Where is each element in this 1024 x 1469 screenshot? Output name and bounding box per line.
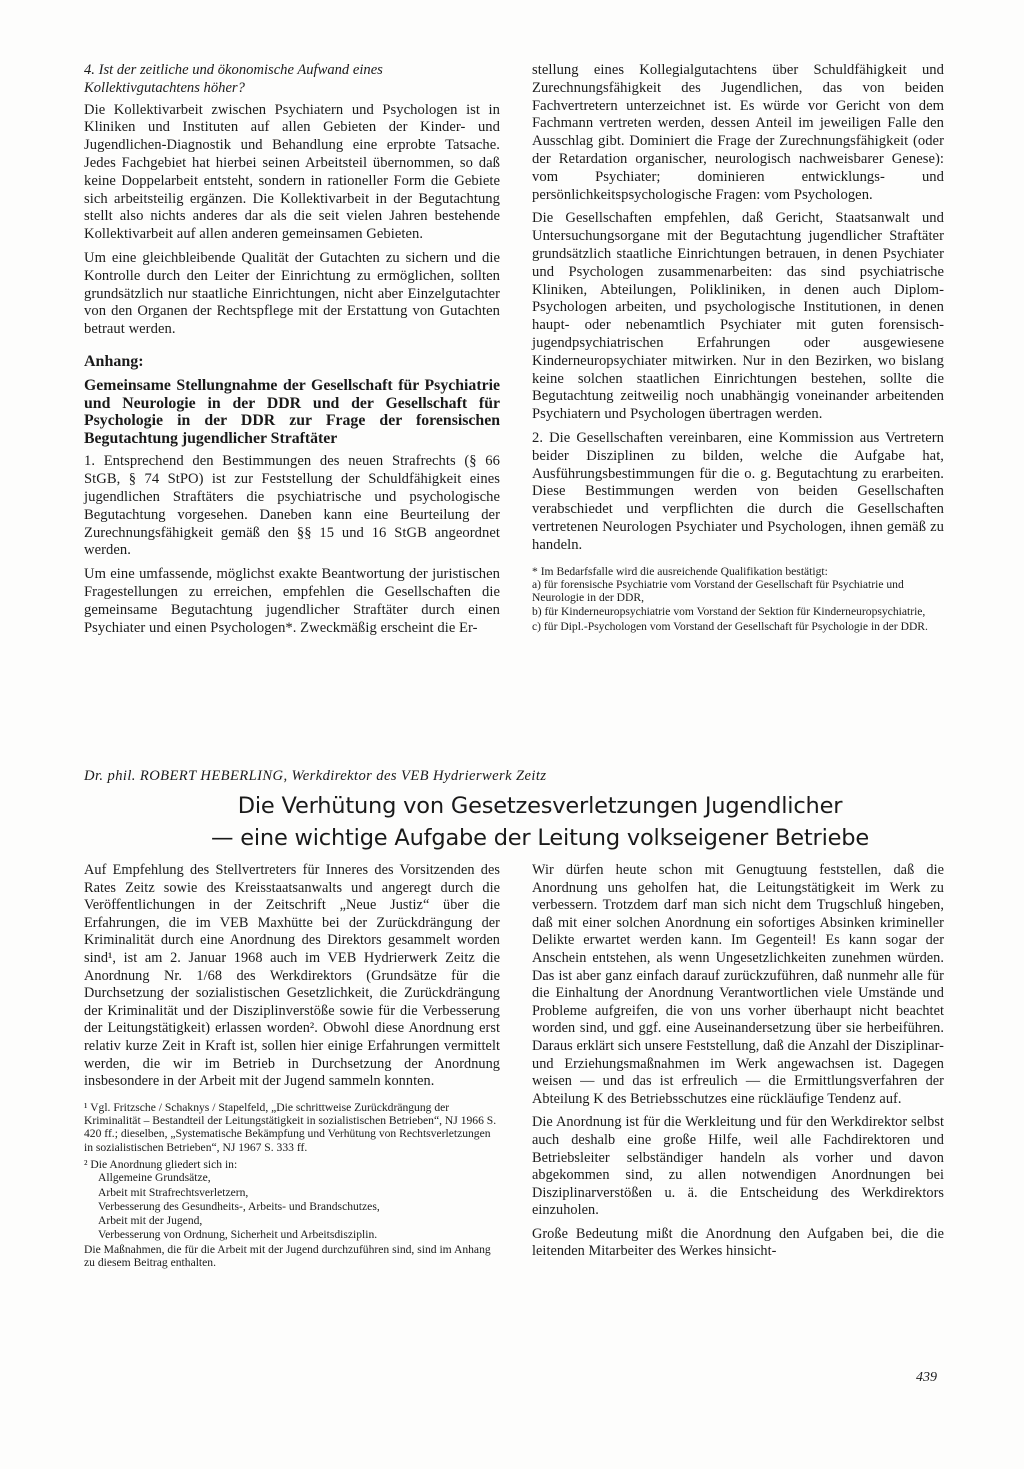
article-title	[140, 790, 940, 854]
article-title-line: — eine wichtige Aufgabe der Leitung volkseigener Betriebe	[210, 825, 870, 851]
section-question: 4. Ist der zeitliche und ökonomische Aufwand eines Kollektivgutachtens höher?	[84, 62, 383, 96]
paragraph: Große Bedeutung mißt die Anordnung den Aufgaben bei, die die leitenden Mitarbeiter des Werkes hinsicht-	[532, 1225, 944, 1260]
footnote-item: Verbesserung des Gesundheits-, Arbeits- und Brandschutzes,	[98, 1199, 380, 1213]
paragraph: Die Kollektivarbeit zwischen Psychiatern und Psychologen ist in Kliniken und Instituten auf allen Gebieten der Kinder- und Jugendlichen-Diagnostik und Behandlung eine erprobte Tatsache. Jedes Fachgebiet hat hierbei seinen Arbeitsteil übernommen, so daß keine Doppelarbeit entsteht, sondern in rationeller Form die Gebiete sich arbeitsteilig ergänzen. Die Kollektivarbeit in der Begutachtung stellt also nichts anderes dar als die seit vielen Jahren bestehende Kollektivarbeit auf allen anderen gemeinsamen Gebieten.	[84, 101, 500, 243]
footnote-item: Allgemeine Grundsätze,	[98, 1171, 211, 1185]
paragraph: stellung eines Kollegialgutachtens über Schuldfähigkeit und Zurechnungsfähigkeit des Jugendlichen, das von beiden Fachvertretern unterzeichnet ist. Es würde vor Gericht von dem Fachmann vertreten werden, dessen Anteil im jeweiligen Falle den Ausschlag gibt. Dominiert die Frage der Zurechnungsfähigkeit (oder der Retardation organischer, neurologisch nachweisbarer Genese): vom Psychiater; dominieren entwicklungs- und persönlichkeitspsychologische Fragen: vom Psychologen.	[532, 62, 944, 203]
top-left-column	[84, 62, 500, 643]
appendix-title: Gemeinsame Stellungnahme der Gesellschaft für Psychiatrie und Neurologie in der DDR und der Gesellschaft für Psychologie in der DDR zur Frage der forensischen Begutachtung jugendlicher Straftäter	[84, 376, 500, 447]
article-left-column	[84, 862, 500, 1269]
footnote-block	[84, 1101, 500, 1270]
article-right-column	[532, 862, 944, 1267]
paragraph: Die Gesellschaften empfehlen, daß Gericht, Staatsanwalt und Untersuchungsorgane mit der Begutachtung jugendlicher Straftäter grundsätzlich staatliche Einrichtungen betrauen, in denen Psychiater und Psychologen zusammenarbeiten: das sind psychiatrische Kliniken, Abteilungen, Polikliniken, in denen auch Diplom-Psychologen arbeiten, und psychologische Institutionen, in denen haupt- oder nebenamtlich Psychiater mit guten forensisch-jugendpsychiatrischen Erfahrungen oder ausgewiesene Kinderneuropsychiater mitwirken. Nur in den Bezirken, wo bislang keine solchen staatlichen Einrichtungen bestehen, sollte die Begutachtung zeitweilig noch unabhängig voneinander arbeitenden Psychiatern und Psychologen übertragen werden.	[532, 210, 944, 423]
footnote-1: ¹ Vgl. Fritzsche / Schaknys / Stapelfeld, „Die schrittweise Zurückdrängung der Kriminalität – Bestandteil der Leitungstätigkeit in sozialistischen Betrieben“, NJ 1966 S. 420 ff.; dieselben, „Systematische Bekämpfung und Verhütung von Rechtsverletzungen in sozialistischen Betrieben“, NJ 1967 S. 333 ff.	[84, 1100, 497, 1154]
top-right-column	[532, 62, 944, 634]
footnote-item: Verbesserung von Ordnung, Sicherheit und Arbeitsdisziplin.	[98, 1228, 378, 1242]
footnote-item: Arbeit mit der Jugend,	[98, 1214, 203, 1228]
paragraph: 2. Die Gesellschaften vereinbaren, eine Kommission aus Vertretern beider Disziplinen zu bilden, welche die Aufgabe hat, Ausführungsbestimmungen für die o. g. Begutachtung zu erarbeiten. Diese Bestimmungen werden von beiden Gesellschaften verabschiedet und verpflichten die durch die Gesellschaften vertretenen Neurologen Psychiater und Psychologen, ihnen gemäß zu handeln.	[532, 429, 944, 553]
paragraph: Wir dürfen heute schon mit Genugtuung feststellen, daß die Anordnung uns geholfen hat, die Leitungstätigkeit im Werk zu verbessern. Trotzdem darf man sich nicht dem Trugschluß hingeben, daß mit einer solchen Anordnung ein sofortiges Absinken krimineller Delikte erwartet werden kann. Im Gegenteil! Es kann sogar der Anschein entstehen, als wenn Ungesetzlichkeiten zunehmen würden. Das ist aber ganz einfach darauf zurückzuführen, daß nunmehr alle für die Einhaltung der Anordnung Verantwortlichen viele Umstände und Probleme aufgreifen, die von uns vorher überhaupt nicht beachtet worden sind, und ggf. eine Auseinandersetzung über sie herbeiführen. Daraus erklärt sich unsere Feststellung, daß die Anzahl der Disziplinar- und Erziehungsmaßnahmen im Werk angewachsen ist. Dagegen weisen — und das ist erfreulich — die Ermittlungsverfahren der Abteilung K des Betriebsschutzes eine rückläufige Tendenz auf.	[532, 862, 944, 1107]
article-byline: Dr. phil. ROBERT HEBERLING, Werkdirektor des VEB Hydrierwerk Zeitz	[84, 768, 547, 784]
footnote-2-list	[84, 1171, 500, 1241]
footnote-item: a) für forensische Psychiatrie vom Vorstand der Gesellschaft für Psychiatrie und Neurologie in der DDR,	[532, 577, 904, 605]
footnote-2-outro: Die Maßnahmen, die für die Arbeit mit der Jugend durchzuführen sind, sind im Anhang zu diesem Beitrag enthalten.	[84, 1242, 491, 1269]
paragraph: 1. Entsprechend den Bestimmungen des neuen Strafrechts (§ 66 StGB, § 74 StPO) ist zur Feststellung der Schuldfähigkeit eines jugendlichen Straftäters die psychiatrische und psychologische Begutachtung vorgesehen. Daneben kann eine Beurteilung der Zurechnungsfähigkeit gemäß den §§ 15 und 16 StGB angeordnet werden.	[84, 453, 500, 559]
footnote-intro: * Im Bedarfsfalle wird die ausreichende Qualifikation bestätigt:	[532, 564, 828, 578]
footnote-2-intro: ² Die Anordnung gliedert sich in:	[84, 1157, 238, 1171]
article-title-line: Die Verhütung von Gesetzesverletzungen Jugendlicher	[237, 793, 843, 819]
footnote-item: c) für Dipl.-Psychologen vom Vorstand der Gesellschaft für Psychologie in der DDR.	[532, 619, 928, 633]
footnote-item: b) für Kinderneuropsychiatrie vom Vorstand der Sektion für Kinderneuropsychiatrie,	[532, 605, 926, 619]
footnote-block	[532, 565, 944, 633]
page-number: 439	[916, 1370, 937, 1385]
paragraph: Um eine gleichbleibende Qualität der Gutachten zu sichern und die Kontrolle durch den Leiter der Einrichtung zu ermöglichen, sollten grundsätzlich nur staatliche Einrichtungen, nicht aber Einzelgutachter von den Organen der Rechtspflege mit der Erstattung von Gutachten betraut werden.	[84, 249, 500, 338]
paragraph: Um eine umfassende, möglichst exakte Beantwortung der juristischen Fragestellungen zu erreichen, empfehlen die Gesellschaften die gemeinsame Begutachtung jugendlicher Straftäter durch einen Psychiater und einen Psychologen*. Zweckmäßig erscheint die Er-	[84, 566, 500, 636]
paragraph: Die Anordnung ist für die Werkleitung und für den Werkdirektor selbst auch deshalb eine große Hilfe, weil alle Fachdirektoren und Betriebsleiter selbständiger handeln als vorher und davon abgekommen sind, zu allen notwendigen Anordnungen bei Disziplinarverstößen u. ä. die Entscheidung des Werkdirektors einzuholen.	[532, 1114, 944, 1219]
paragraph: Auf Empfehlung des Stellvertreters für Inneres des Vorsitzenden des Rates Zeitz sowie des Kreisstaatsanwalts und angeregt durch die Veröffentlichungen in der Zeitschrift „Neue Justiz“ über die Erfahrungen, die im VEB Maxhütte bei der Zurückdrängung der Kriminalität durch eine Anordnung des Direktors gesammelt worden sind¹, ist am 2. Januar 1968 auch im VEB Hydrierwerk Zeitz die Anordnung Nr. 1/68 des Werkdirektors (Grundsätze für die Durchsetzung der sozialistischen Gesetzlichkeit, die Zurückdrängung der Kriminalität und der Disziplinverstöße sowie für die Verbesserung der Leitungstätigkeit) erlassen worden². Obwohl diese Anordnung erst relativ kurze Zeit in Kraft ist, sollen hier einige Erfahrungen vermittelt werden, die wir im Betrieb in Durchsetzung der Anordnung insbesondere in der Arbeit mit der Jugend sammeln konnten.	[84, 862, 500, 1090]
footnote-list	[532, 578, 944, 633]
footnote-item: Arbeit mit Strafrechtsverletzern,	[98, 1185, 249, 1199]
anhang-heading: Anhang:	[84, 352, 144, 370]
